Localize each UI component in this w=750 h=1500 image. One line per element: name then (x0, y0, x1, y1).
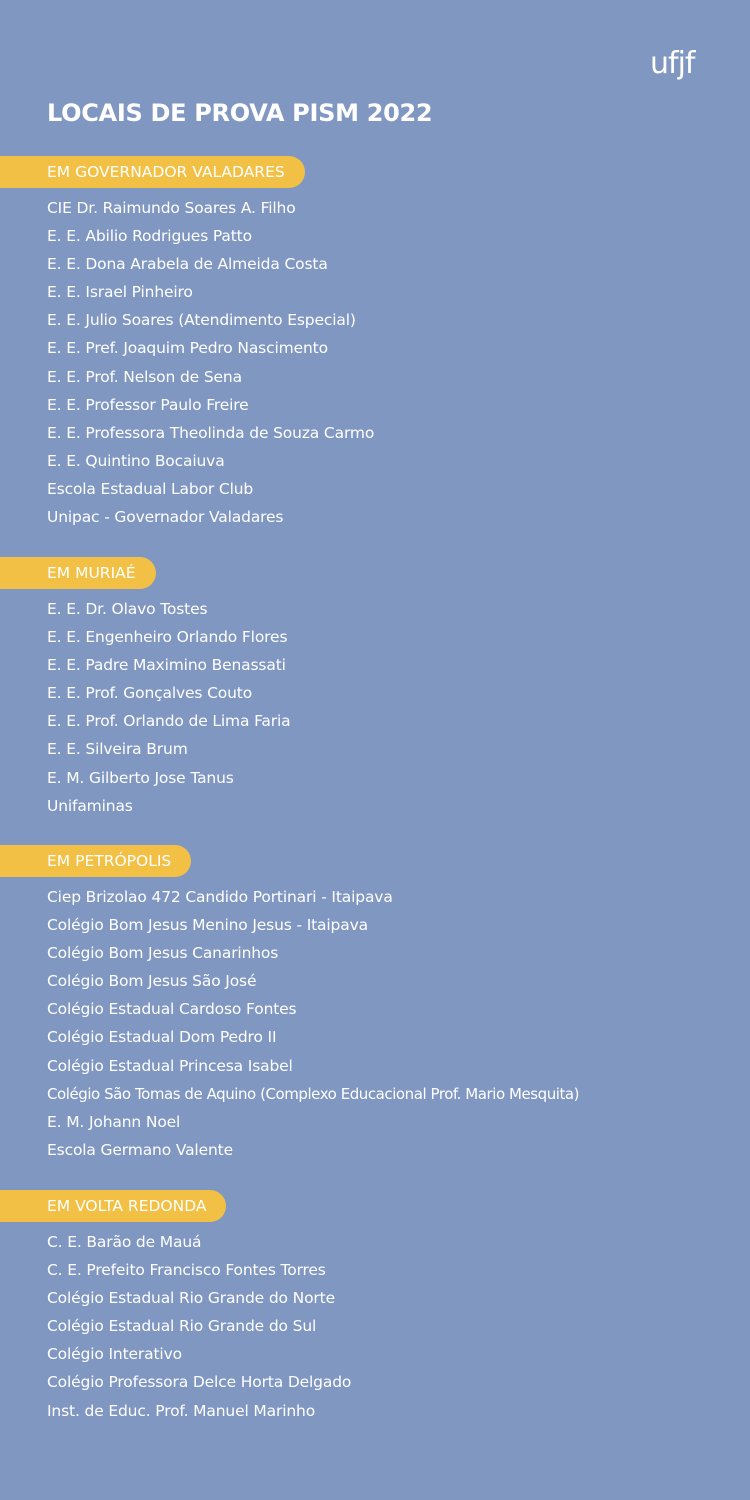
section-muriae (0, 557, 291, 820)
school-list (0, 1228, 351, 1425)
list-item: E. E. Quintino Bocaiuva (47, 451, 225, 470)
list-item: Unipac - Governador Valadares (47, 508, 284, 527)
list-item: Unifaminas (47, 796, 133, 815)
list-item: E. E. Engenheiro Orlando Flores (47, 628, 288, 647)
section-header: EM MURIAÉ (0, 557, 156, 589)
list-item: C. E. Prefeito Francisco Fontes Torres (47, 1261, 326, 1280)
list-item: E. E. Abilio Rodrigues Patto (47, 227, 252, 246)
list-item: Colégio Bom Jesus Menino Jesus - Itaipava (47, 916, 368, 935)
school-list (0, 883, 579, 1164)
section-header: EM PETRÓPOLIS (0, 845, 191, 877)
list-item: Colégio Estadual Princesa Isabel (47, 1056, 293, 1075)
list-item: E. E. Prof. Gonçalves Couto (47, 684, 253, 703)
list-item: Colégio Estadual Cardoso Fontes (47, 1000, 297, 1019)
list-item: E. E. Professora Theolinda de Souza Carmo (47, 423, 375, 442)
list-item: E. M. Gilberto Jose Tanus (47, 768, 234, 787)
list-item: E. E. Padre Maximino Benassati (47, 656, 286, 675)
list-item: Colégio Estadual Dom Pedro II (47, 1028, 277, 1047)
list-item: E. E. Israel Pinheiro (47, 283, 193, 302)
list-item: Inst. de Educ. Prof. Manuel Marinho (47, 1401, 316, 1420)
list-item: Escola Estadual Labor Club (47, 479, 254, 498)
list-item: Colégio Bom Jesus São José (47, 972, 257, 991)
list-item: C. E. Barão de Mauá (47, 1233, 202, 1251)
list-item: E. E. Silveira Brum (47, 740, 188, 759)
list-item: E. E. Dona Arabela de Almeida Costa (47, 255, 328, 274)
section-governador-valadares (0, 156, 374, 531)
list-item: E. E. Prof. Nelson de Sena (47, 367, 242, 386)
list-item: Colégio Professora Delce Horta Delgado (47, 1373, 352, 1392)
list-item: E. E. Prof. Orlando de Lima Faria (47, 712, 291, 731)
list-item: E. E. Pref. Joaquim Pedro Nascimento (47, 339, 328, 358)
list-item: Ciep Brizolao 472 Candido Portinari - Itaipava (47, 888, 393, 906)
list-item: E. M. Johann Noel (47, 1112, 181, 1131)
page-title: LOCAIS DE PROVA PISM 2022 (47, 99, 433, 127)
list-item: E. E. Professor Paulo Freire (47, 395, 249, 414)
section-header: EM GOVERNADOR VALADARES (0, 156, 305, 188)
list-item: Colégio Estadual Rio Grande do Norte (47, 1289, 335, 1308)
school-list (0, 595, 291, 820)
section-header: EM VOLTA REDONDA (0, 1190, 226, 1222)
list-item: Escola Germano Valente (47, 1140, 233, 1159)
list-item: Colégio São Tomas de Aquino (Complexo Educacional Prof. Mario Mesquita) (47, 1084, 580, 1103)
list-item: E. E. Dr. Olavo Tostes (47, 600, 208, 618)
ufjf-logo: ufjf (650, 46, 695, 81)
list-item: Colégio Bom Jesus Canarinhos (47, 944, 279, 963)
section-petropolis (0, 845, 579, 1164)
list-item: Colégio Estadual Rio Grande do Sul (47, 1317, 317, 1336)
list-item: Colégio Interativo (47, 1345, 182, 1364)
list-item: E. E. Julio Soares (Atendimento Especial) (47, 311, 356, 330)
section-volta-redonda (0, 1190, 351, 1425)
school-list (0, 194, 374, 531)
list-item: CIE Dr. Raimundo Soares A. Filho (47, 199, 296, 217)
